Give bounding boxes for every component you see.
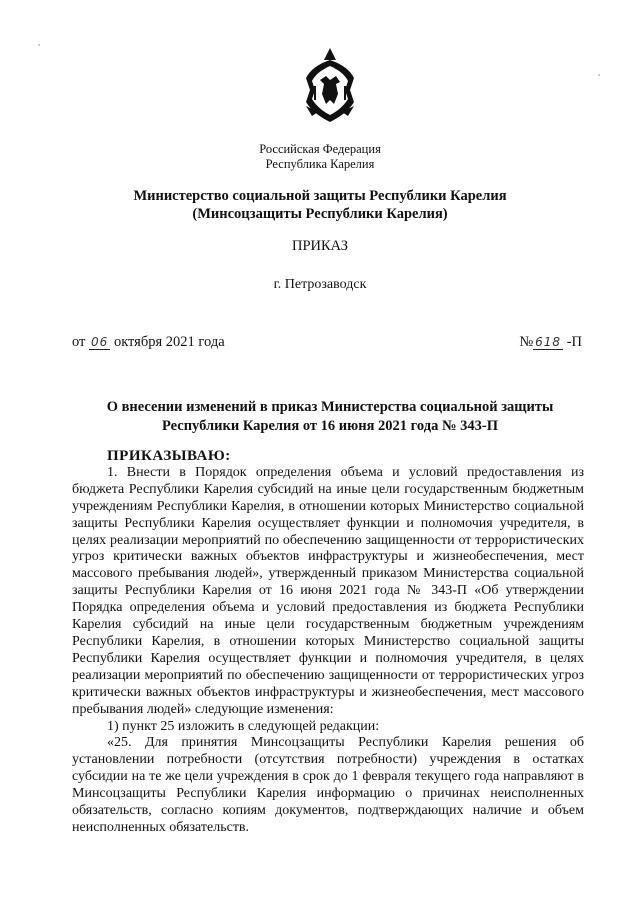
order-body — [72, 448, 584, 837]
ministry-short-name: (Минсоцзащиты Республики Карелия) — [192, 206, 448, 222]
karelia-coat-of-arms-icon — [300, 46, 360, 124]
scan-speck — [38, 44, 40, 46]
paragraph-1: 1. Внести в Порядок определения объема и условий предоставления из бюджета Республики Карелия субсидий на иные цели государственным бюджетным учреждениям Республики Карелия, в отношении которых Министерство социальной защиты Республики Карелия осуществляет функции и полномочия учредителя, в целях реализации мероприятий по обеспечению защищенности от террористических угроз критически важных объектов инфраструктуры и жизнеобеспечения, мест массового пребывания людей», утвержденный приказом Министерства социальной защиты Республики Карелия от 16 июня 2021 года № 343-П «Об утверждении Порядка определения объема и условий предоставления из бюджета Республики Карелия субсидий на иные цели государственным бюджетным учреждениям Республики Карелия, в отношении которых Министерство социальной защиты Республики Карелия осуществляет функции и полномочия учредителя, в целях реализации мероприятий по обеспечению защищенности от террористических угроз критически важных объектов инфраструктуры и жизнеобеспечения, мест массового пребывания людей» следующие изменения: — [72, 464, 584, 717]
document-type: ПРИКАЗ — [291, 238, 349, 254]
country-name: Российская Федерация — [259, 142, 381, 156]
paragraph-3: «25. Для принятия Минсоцзащиты Республики Карелия решения об установлении потребности (отсутствия потребности) учреждения в остатках субсидии на те же цели учреждения в срок до 1 февраля текущего года направляют в Минсоцзащиты Республики Карелия информацию о причинах неисполненных обязательств, согласно копиям документов, подтверждающих наличие и объем неисполненных обязательств. — [72, 735, 584, 835]
republic-name: Республика Карелия — [265, 157, 375, 171]
order-date: от 06 октября 2021 года — [72, 334, 225, 350]
order-word: ПРИКАЗЫВАЮ: — [107, 448, 231, 464]
handwritten-number: 618 — [535, 335, 562, 349]
handwritten-day: 06 — [91, 335, 109, 349]
ministry-name: Министерство социальной защиты Республики Карелия — [133, 188, 507, 204]
order-subject: О внесении изменений в приказ Министерства социальной защиты Республики Карелия от 16 июня 2021 года № 343-П — [106, 399, 554, 434]
scan-speck — [598, 74, 600, 76]
city: г. Петрозаводск — [273, 277, 367, 292]
paragraph-2: 1) пункт 25 изложить в следующей редакции: — [107, 718, 380, 734]
order-number: № 618 -П — [519, 334, 582, 350]
